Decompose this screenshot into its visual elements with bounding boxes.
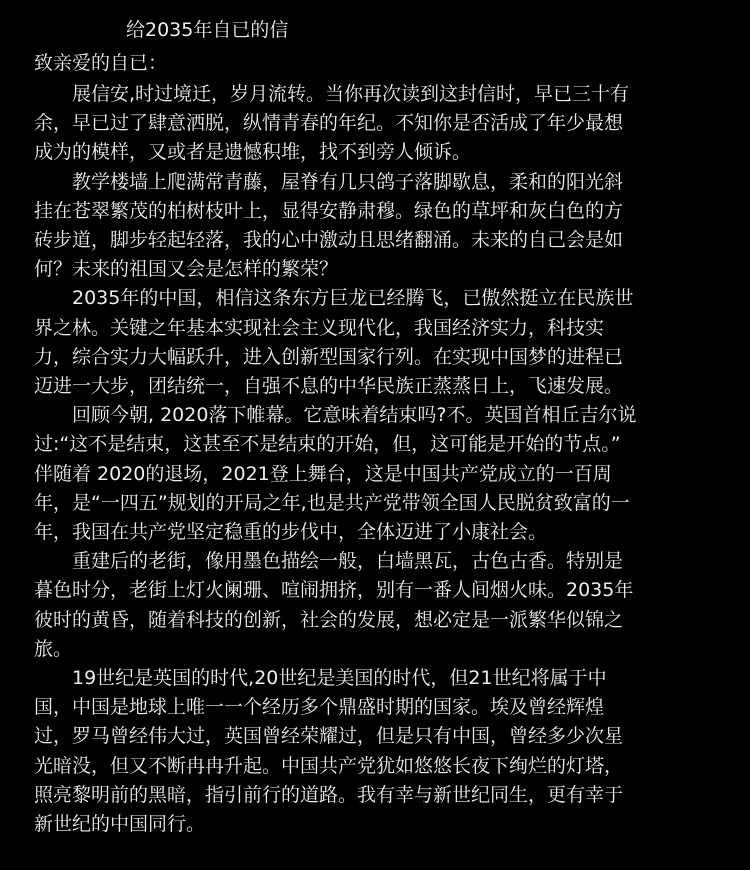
paragraph-line: 光暗没，但又不断冉冉升起。中国共产党犹如悠悠长夜下绚烂的灯塔， bbox=[34, 754, 624, 777]
paragraph-line: 新世纪的中国同行。 bbox=[34, 813, 206, 836]
paragraph-4 bbox=[34, 401, 718, 547]
paragraph-line: 界之林。关键之年基本实现社会主义现代化，我国经济实力，科技实 bbox=[34, 316, 605, 339]
paragraph-line: 余，早已过了肆意洒脱，纵情青春的年纪。不知你是否活成了年少最想 bbox=[34, 112, 624, 135]
paragraph-line: 年，我国在共产党坚定稳重的步伐中，全体迈进了小康社会。 bbox=[34, 521, 548, 544]
paragraph-line: 展信安,时过境迁，岁月流转。当你再次读到这封信时，早已三十有 bbox=[72, 83, 630, 105]
paragraph-6 bbox=[34, 664, 718, 839]
paragraph-line: 教学楼墙上爬满常青藤，屋脊有几只鸽子落脚歇息，柔和的阳光斜 bbox=[72, 170, 624, 193]
paragraph-line: 何？未来的祖国又会是怎样的繁荣？ bbox=[34, 258, 339, 281]
paragraph-line: 伴随着 2020的退场，2021登上舞台，这是中国共产党成立的一百周 bbox=[34, 462, 612, 485]
paragraph-line: 国，中国是地球上唯一一个经历多个鼎盛时期的国家。埃及曾经辉煌 bbox=[34, 696, 605, 719]
letter-title: 给2035年自已的信 bbox=[126, 19, 289, 41]
paragraph-line: 成为的模样，又或者是遗憾积堆，找不到旁人倾诉。 bbox=[34, 141, 472, 164]
paragraph-1 bbox=[34, 80, 718, 168]
paragraph-line: 砖步道，脚步轻起轻落，我的心中激动且思绪翻涌。未来的自己会是如 bbox=[34, 229, 624, 252]
paragraph-line: 旅。 bbox=[34, 637, 73, 660]
paragraph-line: 19世纪是英国的时代,20世纪是美国的时代，但21世纪将属于中 bbox=[72, 667, 607, 690]
letter-greeting: 致亲爱的自已： bbox=[34, 52, 168, 74]
paragraph-line: 暮色时分，老街上灯火阑珊、喧闹拥挤，别有一番人间烟火味。2035年 bbox=[34, 579, 634, 602]
paragraph-line: 重建后的老街，像用墨色描绘一般，白墙黑瓦，古色古香。特别是 bbox=[72, 550, 624, 573]
paragraph-line: 力，综合实力大幅跃升，进入创新型国家行列。在实现中国梦的进程已 bbox=[34, 345, 624, 368]
paragraph-line: 过:“这不是结束，这甚至不是结束的开始，但，这可能是开始的节点。” bbox=[34, 433, 621, 456]
paragraph-5 bbox=[34, 547, 718, 664]
paragraph-line: 过，罗马曾经伟大过，英国曾经荣耀过，但是只有中国，曾经多少次星 bbox=[34, 725, 624, 748]
letter-document bbox=[34, 14, 718, 839]
paragraph-line: 迈进一大步，团结统一，自强不息的中华民族正蒸蒸日上，飞速发展。 bbox=[34, 375, 624, 398]
paragraph-2 bbox=[34, 168, 718, 285]
paragraph-line: 回顾今朝, 2020落下帷幕。它意味着结束吗?不。英国首相丘吉尔说 bbox=[72, 404, 637, 427]
paragraph-line: 彼时的黄昏，随着科技的创新，社会的发展，想必定是一派繁华似锦之 bbox=[34, 608, 624, 631]
paragraph-line: 年，是“一四五”规划的开局之年,也是共产党带领全国人民脱贫致富的一 bbox=[34, 491, 630, 514]
paragraph-3 bbox=[34, 284, 718, 401]
paragraph-line: 2035年的中国，相信这条东方巨龙已经腾飞，已傲然挺立在民族世 bbox=[72, 287, 634, 310]
paragraph-line: 照亮黎明前的黑暗，指引前行的道路。我有幸与新世纪同生，更有幸于 bbox=[34, 783, 624, 806]
paragraph-line: 挂在苍翠繁茂的柏树枝叶上，显得安静肃穆。绿色的草坪和灰白色的方 bbox=[34, 199, 624, 222]
